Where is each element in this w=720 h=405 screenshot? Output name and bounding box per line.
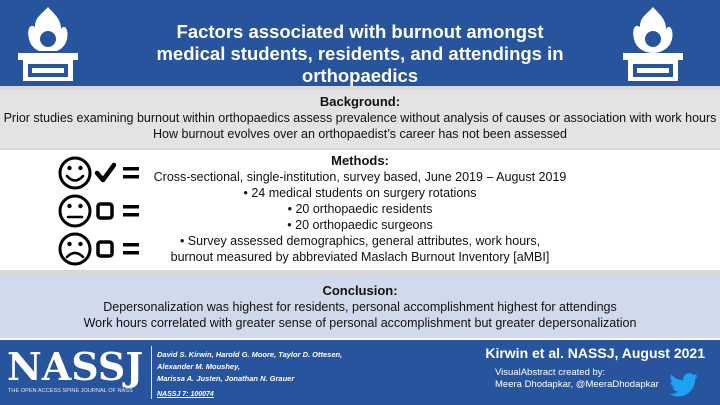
equals-icon bbox=[123, 175, 139, 179]
background-heading: Background: bbox=[319, 94, 401, 109]
journal-reference: Kirwin et al. NASSJ, August 2021 bbox=[485, 345, 705, 361]
title-line: Factors associated with burnout amongst bbox=[176, 21, 544, 42]
conclusion-line: Work hours correlated with greater sense of personal accomplishment but greater depersonalization bbox=[83, 316, 637, 330]
logo-wordmark: NASSJ bbox=[7, 344, 144, 389]
check-icon bbox=[97, 165, 114, 180]
logo-tagline: THE OPEN ACCESS SPINE JOURNAL OF NASS bbox=[8, 388, 133, 394]
methods-line: • 24 medical students on surgery rotations bbox=[243, 186, 477, 200]
methods-heading: Methods: bbox=[331, 153, 389, 168]
footer-banner bbox=[0, 340, 720, 405]
visual-abstract-credit bbox=[495, 367, 659, 391]
credit-line: VisualAbstract created by: bbox=[495, 367, 606, 378]
author-line: David S. Kirwin, Harold G. Moore, Taylor D. Ottesen, Alexander M. Moushey, bbox=[157, 350, 343, 371]
methods-line: • 20 orthopaedic surgeons bbox=[287, 218, 433, 232]
background-line: Prior studies examining burnout within orthopaedics assess prevalence without analysis of causes or association with work hours bbox=[3, 111, 717, 125]
methods-line: Cross-sectional, single-institution, survey based, June 2019 – August 2019 bbox=[153, 170, 567, 184]
title-line: medical students, residents, and attendings in orthopaedics bbox=[156, 43, 564, 86]
twitter-bird-icon[interactable] bbox=[669, 373, 699, 397]
neutral-face-icon bbox=[60, 196, 90, 226]
page-title bbox=[100, 21, 620, 87]
rating-scale bbox=[58, 155, 148, 267]
author-line: Marissa A. Justen, Jonathan N. Grauer bbox=[157, 374, 295, 383]
methods-line: burnout measured by abbreviated Maslach Burnout Inventory [aMBI] bbox=[170, 250, 550, 264]
burnout-icon bbox=[15, 5, 81, 81]
credit-line: Meera Dhodapkar, @MeeraDhodapkar bbox=[495, 379, 659, 390]
citation-link[interactable]: NASSJ 7: 100074 bbox=[157, 391, 214, 398]
equals-icon bbox=[123, 243, 139, 247]
empty-box-icon bbox=[98, 204, 112, 218]
conclusion-section bbox=[0, 276, 720, 338]
background-section bbox=[0, 90, 720, 148]
methods-line: • Survey assessed demographics, general attributes, work hours, bbox=[179, 234, 541, 248]
author-list bbox=[157, 349, 362, 385]
happy-face-icon bbox=[60, 158, 90, 188]
equals-icon bbox=[123, 213, 139, 217]
empty-box-icon bbox=[98, 242, 112, 256]
sad-face-icon bbox=[60, 234, 90, 264]
methods-section bbox=[0, 150, 720, 270]
divider bbox=[151, 346, 152, 399]
equals-icon bbox=[123, 205, 139, 209]
equals-icon bbox=[123, 251, 139, 255]
equals-icon bbox=[123, 167, 139, 171]
methods-text bbox=[150, 153, 570, 265]
conclusion-line: Depersonalization was highest for residents, personal accomplishment highest for attendings bbox=[103, 300, 617, 314]
methods-line: • 20 orthopaedic residents bbox=[287, 202, 433, 216]
journal-logo bbox=[7, 344, 147, 398]
conclusion-heading: Conclusion: bbox=[322, 283, 398, 298]
burnout-icon bbox=[620, 5, 686, 81]
background-line: How burnout evolves over an orthopaedist’s career has not been assessed bbox=[153, 127, 567, 141]
header-banner bbox=[0, 0, 720, 86]
